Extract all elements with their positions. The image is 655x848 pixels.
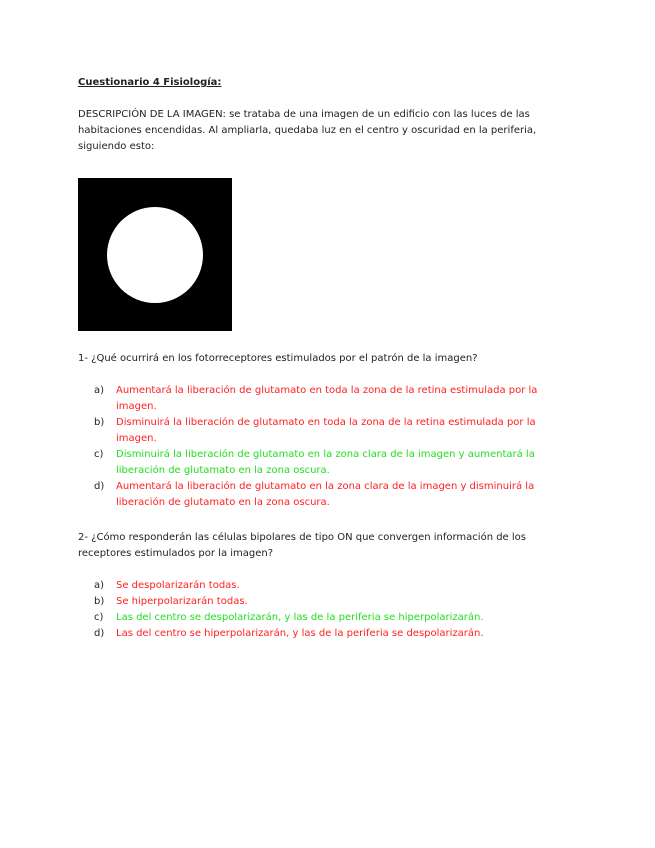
option-text: Aumentará la liberación de glutamato en toda la zona de la retina estimulada por la imagen. xyxy=(116,385,538,412)
option-item xyxy=(94,594,578,610)
image-description: DESCRIPCIÓN DE LA IMAGEN: se trataba de una imagen de un edificio con las luces de las habitaciones encendidas. Al ampliarla, quedaba luz en el centro y oscuridad en la periferia, siguiendo esto: xyxy=(78,109,537,152)
option-item xyxy=(94,610,578,626)
option-letter: b) xyxy=(94,417,105,428)
option-letter: d) xyxy=(94,628,105,639)
option-text: Aumentará la liberación de glutamato en la zona clara de la imagen y disminuirá la liberación de glutamato en la zona oscura. xyxy=(116,481,535,508)
option-text: Las del centro se hiperpolarizarán, y las de la periferia se despolarizarán. xyxy=(116,628,484,639)
option-item xyxy=(94,415,578,447)
option-text: Disminuirá la liberación de glutamato en la zona clara de la imagen y aumentará la liberación de glutamato en la zona oscura. xyxy=(116,449,535,476)
white-circle-shape xyxy=(107,207,203,303)
option-item xyxy=(94,383,578,415)
option-letter: a) xyxy=(94,580,105,591)
question-2: 2- ¿Cómo responderán las células bipolares de tipo ON que convergen información de los receptores estimulados por la imagen? xyxy=(78,532,526,559)
option-letter: c) xyxy=(94,449,104,460)
option-letter: a) xyxy=(94,385,105,396)
option-text: Disminuirá la liberación de glutamato en toda la zona de la retina estimulada por la imagen. xyxy=(116,417,536,444)
option-letter: c) xyxy=(94,612,104,623)
option-item xyxy=(94,626,578,642)
option-item xyxy=(94,578,578,594)
option-text: Se hiperpolarizarán todas. xyxy=(116,596,248,607)
question-2-options xyxy=(94,578,578,642)
question-1: 1- ¿Qué ocurrirá en los fotorreceptores estimulados por el patrón de la imagen? xyxy=(78,353,478,364)
option-text: Las del centro se despolarizarán, y las de la periferia se hiperpolarizarán. xyxy=(116,612,484,623)
option-text: Se despolarizarán todas. xyxy=(116,580,240,591)
option-letter: b) xyxy=(94,596,105,607)
document-title: Cuestionario 4 Fisiología: xyxy=(78,77,222,88)
question-1-options xyxy=(94,383,578,511)
option-letter: d) xyxy=(94,481,105,492)
center-surround-image xyxy=(78,178,232,331)
option-item xyxy=(94,479,578,511)
option-item xyxy=(94,447,578,479)
